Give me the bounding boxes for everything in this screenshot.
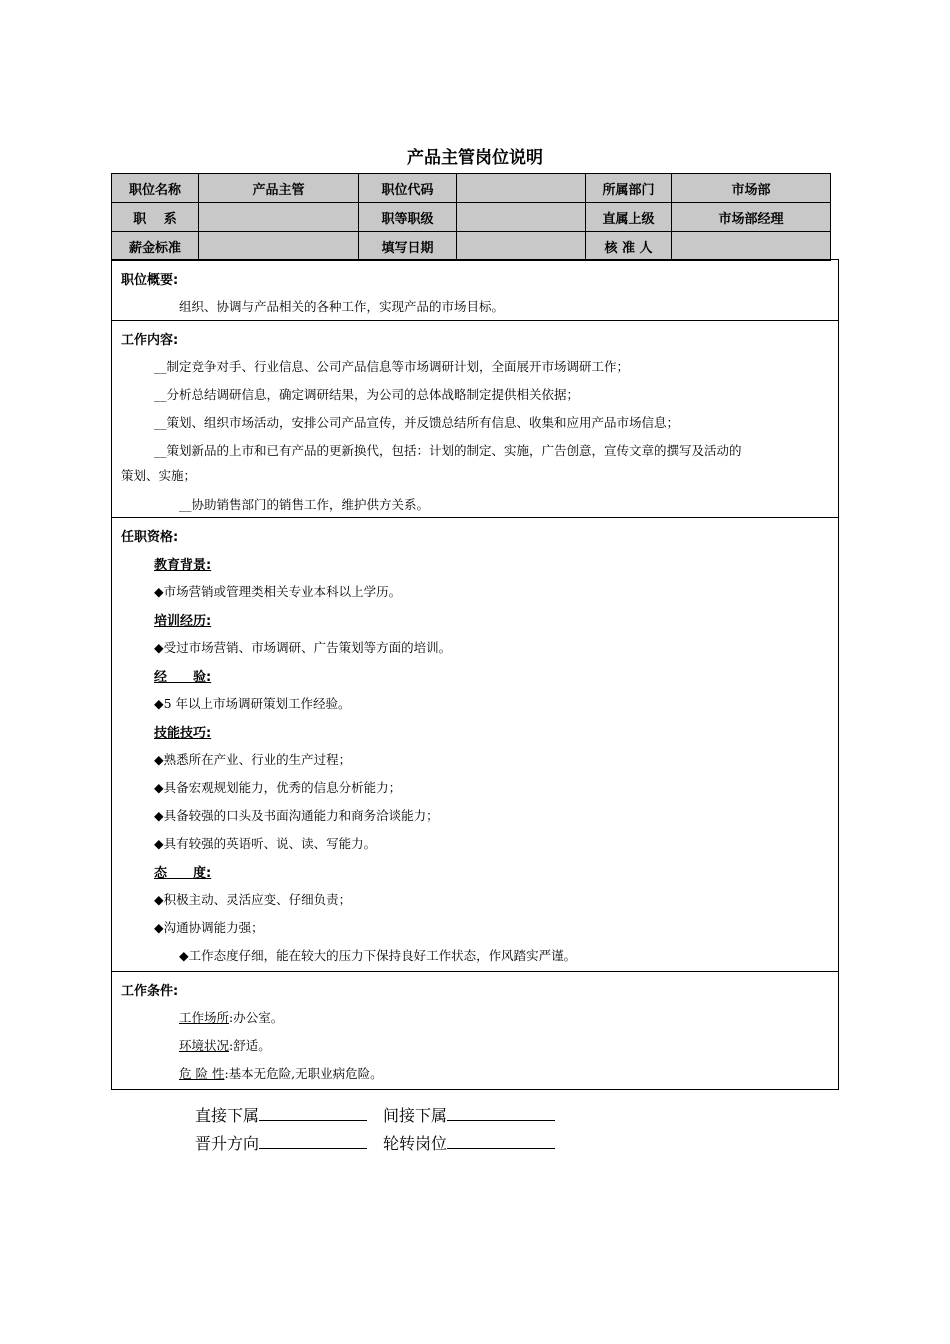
label-position-name: 职位名称 xyxy=(112,174,199,203)
header-row xyxy=(112,174,831,203)
overview-text: 组织、协调与产品相关的各种工作，实现产品的市场目标。 xyxy=(179,299,505,314)
rotation-label: 轮转岗位 xyxy=(383,1134,448,1153)
label-approver: 核 准 人 xyxy=(586,232,672,261)
value-position-name: 产品主管 xyxy=(199,174,359,203)
value-job-family xyxy=(199,203,359,232)
direct-subordinate-label: 直接下属 xyxy=(195,1106,260,1125)
skill-item: ◆熟悉所在产业、行业的生产过程； xyxy=(154,752,352,767)
value-approver xyxy=(672,232,831,261)
overview-section xyxy=(112,259,838,320)
environment-value: :舒适。 xyxy=(229,1038,271,1053)
workplace-row xyxy=(179,1008,283,1026)
work-item: __策划、组织市场活动，安排公司产品宣传，并反馈总结所有信息、收集和应用产品市场信息； xyxy=(154,415,680,430)
label-job-family: 职 系 xyxy=(112,203,199,232)
experience-text: ◆5 年以上市场调研策划工作经验。 xyxy=(154,696,351,711)
experience-label: 经 验: xyxy=(154,670,212,685)
direct-subordinate-blank[interactable] xyxy=(259,1106,367,1121)
header-row xyxy=(112,232,831,261)
label-fill-date: 填写日期 xyxy=(359,232,457,261)
value-position-code xyxy=(457,174,586,203)
promotion-field xyxy=(195,1131,367,1154)
workplace-value: :办公室。 xyxy=(229,1010,284,1025)
skill-item: ◆具备宏观规划能力，优秀的信息分析能力； xyxy=(154,780,402,795)
indirect-subordinate-field xyxy=(383,1103,555,1126)
label-salary: 薪金标准 xyxy=(112,232,199,261)
label-department: 所属部门 xyxy=(586,174,672,203)
skills-label: 技能技巧: xyxy=(154,726,212,741)
attitude-item: ◆工作态度仔细，能在较大的压力下保持良好工作状态，作风踏实严谨。 xyxy=(179,948,577,963)
promotion-label: 晋升方向 xyxy=(195,1134,260,1153)
overview-heading: 职位概要: xyxy=(121,273,179,288)
rotation-field xyxy=(383,1131,555,1154)
environment-label: 环境状况 xyxy=(179,1038,230,1053)
rotation-blank[interactable] xyxy=(447,1134,555,1149)
page-title: 产品主管岗位说明 xyxy=(407,148,543,168)
value-fill-date xyxy=(457,232,586,261)
direct-subordinate-field xyxy=(195,1103,367,1126)
indirect-subordinate-label: 间接下属 xyxy=(383,1106,448,1125)
description-body xyxy=(111,259,839,1090)
label-position-code: 职位代码 xyxy=(359,174,457,203)
attitude-item: ◆沟通协调能力强； xyxy=(154,920,264,935)
skill-item: ◆具有较强的英语听、说、读、写能力。 xyxy=(154,836,377,851)
header-row xyxy=(112,203,831,232)
qualification-heading: 任职资格: xyxy=(121,530,179,545)
value-grade xyxy=(457,203,586,232)
value-supervisor: 市场部经理 xyxy=(672,203,831,232)
label-grade: 职等职级 xyxy=(359,203,457,232)
skill-item: ◆具备较强的口头及书面沟通能力和商务洽谈能力； xyxy=(154,808,439,823)
workplace-label: 工作场所 xyxy=(179,1010,230,1025)
attitude-item: ◆积极主动、灵活应变、仔细负责； xyxy=(154,892,352,907)
risk-label: 危 险 性 xyxy=(179,1066,225,1081)
value-department: 市场部 xyxy=(672,174,831,203)
conditions-heading: 工作条件: xyxy=(121,984,179,999)
education-text: ◆市场营销或管理类相关专业本科以上学历。 xyxy=(154,584,402,599)
attitude-label: 态 度: xyxy=(154,866,212,881)
work-section xyxy=(112,320,838,517)
qualification-section xyxy=(112,517,838,971)
work-item: __策划新品的上市和已有产品的更新换代，包括：计划的制定、实施，广告创意，宣传文章的撰写及活动的 xyxy=(154,443,742,458)
work-item: __制定竞争对手、行业信息、公司产品信息等市场调研计划，全面展开市场调研工作； xyxy=(154,359,630,374)
risk-row xyxy=(179,1064,383,1082)
conditions-section xyxy=(112,971,838,1090)
training-label: 培训经历: xyxy=(154,614,212,629)
work-item-continued: 策划、实施； xyxy=(121,468,197,483)
work-heading: 工作内容: xyxy=(121,333,179,348)
label-supervisor: 直属上级 xyxy=(586,203,672,232)
environment-row xyxy=(179,1036,271,1054)
training-text: ◆受过市场营销、市场调研、广告策划等方面的培训。 xyxy=(154,640,452,655)
risk-value: :基本无危险,无职业病危险。 xyxy=(224,1066,383,1081)
indirect-subordinate-blank[interactable] xyxy=(447,1106,555,1121)
value-salary xyxy=(199,232,359,261)
education-label: 教育背景: xyxy=(154,558,212,573)
promotion-blank[interactable] xyxy=(259,1134,367,1149)
work-item: __分析总结调研信息，确定调研结果，为公司的总体战略制定提供相关依据； xyxy=(154,387,580,402)
header-table xyxy=(111,173,831,261)
work-item: __协助销售部门的销售工作，维护供方关系。 xyxy=(179,497,430,512)
